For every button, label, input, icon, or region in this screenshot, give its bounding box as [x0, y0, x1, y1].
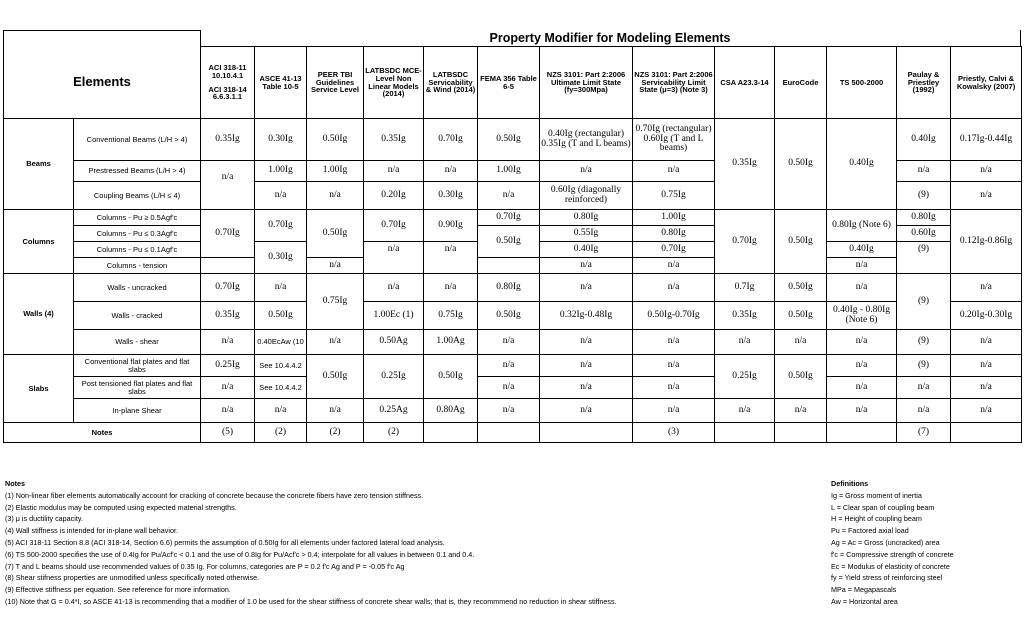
cell: 0.7Ig	[715, 274, 775, 302]
cell: n/a	[775, 330, 827, 355]
cell: n/a	[633, 330, 715, 355]
cell: See 10.4.4.2	[255, 377, 307, 399]
cell: 0.25Ag	[364, 399, 424, 423]
cell: n/a	[201, 330, 255, 355]
cell: 0.25Ig	[715, 355, 775, 399]
header-ts500: TS 500-2000	[827, 47, 897, 119]
cell: 0.50Ig	[775, 302, 827, 330]
definition-item: Ig = Gross moment of inertia	[831, 490, 922, 500]
note-item: (5) ACI 318-11 Section 8.8 (ACI 318-14, Section 6.6) permits the assumption of 0.50Ig for all elements under factored lateral load analysis.	[5, 537, 445, 547]
cell: n/a	[951, 399, 1022, 423]
cell: 0.70Ig	[633, 242, 715, 258]
cell: 0.50Ig	[775, 119, 827, 210]
cell: 0.70Ig	[255, 210, 307, 242]
title-row-cell	[201, 31, 1022, 47]
cell: n/a	[827, 330, 897, 355]
cell	[540, 423, 633, 443]
cell: 0.60Ig	[897, 226, 951, 242]
cell: 0.40Ig	[897, 119, 951, 161]
cell: n/a	[255, 399, 307, 423]
cell: n/a	[540, 330, 633, 355]
definition-item: H = Height of coupling beam	[831, 514, 922, 524]
cell: 1.00Ig	[307, 161, 364, 182]
cell: 0.75Ig	[633, 182, 715, 210]
definition-item: f'c = Compressive strength of concrete	[831, 549, 954, 559]
group-beams: Beams	[4, 119, 74, 210]
group-slabs: Slabs	[4, 355, 74, 423]
note-item: (1) Non-linear fiber elements automatically account for cracking of concrete because the concrete fibers have zero tension stiffness.	[5, 490, 424, 500]
cell: 0.30Ig	[255, 119, 307, 161]
cell: n/a	[307, 182, 364, 210]
cell: (7)	[897, 423, 951, 443]
cell: n/a	[478, 377, 540, 399]
cell: n/a	[633, 161, 715, 182]
corner-cell	[4, 31, 201, 47]
definition-item: L = Clear span of coupling beam	[831, 502, 935, 512]
cell: 0.70Ig	[424, 119, 478, 161]
cell: 0.75Ig	[424, 302, 478, 330]
cell: 1.00Ag	[424, 330, 478, 355]
cell: 0.50Ig	[775, 210, 827, 274]
cell: n/a	[715, 330, 775, 355]
definitions-section	[831, 478, 1021, 608]
row-label: Columns - Pu ≤ 0.3Agf'c	[74, 226, 201, 242]
header-nzs-uls: NZS 3101: Part 2:2006 Ultimate Limit State (fy=300Mpa)	[540, 47, 633, 119]
cell: n/a	[540, 274, 633, 302]
cell: n/a	[827, 258, 897, 274]
group-columns: Columns	[4, 210, 74, 274]
property-modifier-table	[3, 30, 1022, 443]
cell: n/a	[897, 377, 951, 399]
cell: 0.70Ig	[364, 210, 424, 242]
row-label: Post tensioned flat plates and flat slabs	[74, 377, 201, 399]
header-fema: FEMA 356 Table 6-5	[478, 47, 540, 119]
cell	[951, 423, 1022, 443]
row-label: Prestressed Beams (L/H > 4)	[74, 161, 201, 182]
cell: n/a	[633, 258, 715, 274]
cell: n/a	[951, 274, 1022, 302]
cell: 0.80Ig (Note 6)	[827, 210, 897, 242]
cell: 0.50Ig	[424, 355, 478, 399]
cell: n/a	[307, 399, 364, 423]
cell: 0.30Ig	[255, 242, 307, 274]
cell: 0.32Ig-0.48Ig	[540, 302, 633, 330]
note-item: (10) Note that G = 0.4*I, so ASCE 41-13 is recommending that a modifier of 1.0 be used for the shear stiffness of concrete shear walls; that is, they recommmend no reduction in shear stiffness.	[5, 596, 617, 606]
cell: n/a	[827, 274, 897, 302]
header-nzs-sls: NZS 3101: Part 2:2006 Servicability Limit State (μ=3) (Note 3)	[633, 47, 715, 119]
cell: (2)	[307, 423, 364, 443]
cell: n/a	[827, 377, 897, 399]
cell: n/a	[540, 355, 633, 377]
cell: 0.50Ig	[775, 274, 827, 302]
cell: 0.12Ig-0.86Ig	[951, 210, 1022, 274]
cell: n/a	[827, 399, 897, 423]
header-aci-line: ACI 318-14	[208, 84, 247, 94]
cell: 0.80Ig	[633, 226, 715, 242]
row-label: Conventional flat plates and flat slabs	[74, 355, 201, 377]
cell: n/a	[951, 161, 1022, 182]
header-csa: CSA A23.3-14	[715, 47, 775, 119]
definition-item: Aw = Horizontal area	[831, 596, 898, 606]
cell: n/a	[827, 355, 897, 377]
table-title: Property Modifier for Modeling Elements	[200, 30, 1021, 46]
cell: (5)	[201, 423, 255, 443]
cell: 0.40EcAw (10	[255, 330, 307, 355]
cell: n/a	[951, 355, 1022, 377]
header-eurocode: EuroCode	[775, 47, 827, 119]
definitions-title: Definitions	[831, 479, 869, 488]
header-latbsdc-service: LATBSDC Servicability & Wind (2014)	[424, 47, 478, 119]
cell: 0.25Ig	[364, 355, 424, 399]
cell: 0.70Ig	[201, 210, 255, 258]
cell: n/a	[424, 161, 478, 182]
cell: 0.50Ig	[478, 302, 540, 330]
note-item: (8) Shear stifness properties are unmodified unless specifically noted otherwise.	[5, 573, 260, 583]
header-priestly: Priestly, Calvi & Kowalsky (2007)	[951, 47, 1022, 119]
header-paulay: Paulay & Priestley (1992)	[897, 47, 951, 119]
cell	[478, 258, 540, 274]
header-latbsdc-mce: LATBSDC MCE-Level Non Linear Models (2014)	[364, 47, 424, 119]
header-aci	[201, 47, 255, 119]
cell: n/a	[364, 274, 424, 302]
cell: n/a	[201, 161, 255, 210]
cell: 0.70Ig	[478, 210, 540, 226]
cell	[201, 258, 255, 274]
cell	[827, 423, 897, 443]
cell: 0.80Ig	[897, 210, 951, 226]
cell: 0.50Ag	[364, 330, 424, 355]
cell: 0.50Ig	[307, 210, 364, 258]
note-item: (2) Elastic modulus may be computed using expected material strengths.	[5, 502, 237, 512]
cell: 0.90Ig	[424, 210, 478, 242]
cell: (3)	[633, 423, 715, 443]
group-walls: Walls (4)	[4, 274, 74, 355]
cell: 0.80Ig	[478, 274, 540, 302]
cell: 0.50Ig	[478, 119, 540, 161]
cell: 0.70Ig	[715, 210, 775, 274]
header-aci-line: 10.10.4.1	[211, 70, 244, 80]
cell: 0.35Ig	[364, 119, 424, 161]
cell: n/a	[478, 355, 540, 377]
row-label: Walls - cracked	[74, 302, 201, 330]
cell: n/a	[540, 258, 633, 274]
notes-title: Notes	[5, 479, 25, 488]
cell: 0.40Ig	[827, 242, 897, 258]
cell: n/a	[951, 182, 1022, 210]
cell: n/a	[478, 330, 540, 355]
cell: (2)	[364, 423, 424, 443]
notes-section	[5, 478, 805, 608]
cell: n/a	[201, 399, 255, 423]
cell	[775, 423, 827, 443]
cell	[478, 423, 540, 443]
row-label: Conventional Beams (L/H > 4)	[74, 119, 201, 161]
cell: 0.80Ig	[540, 210, 633, 226]
cell: 0.60Ig (diagonally reinforced)	[540, 182, 633, 210]
definition-item: fy = Yield stress of reinforcing steel	[831, 573, 943, 583]
cell: 0.70Ig (rectangular) 0.60Ig (T and L beams)	[633, 119, 715, 161]
cell: 0.40Ig	[827, 119, 897, 210]
cell: (9)	[897, 182, 951, 210]
cell: n/a	[897, 399, 951, 423]
cell: n/a	[951, 330, 1022, 355]
cell: (9)	[897, 330, 951, 355]
cell: 0.70Ig	[201, 274, 255, 302]
header-aci-line: 6.6.3.1.1	[212, 92, 243, 102]
cell: n/a	[424, 274, 478, 302]
cell: 0.80Ag	[424, 399, 478, 423]
cell: 0.50Ig	[775, 355, 827, 399]
row-label: Columns - Pu ≥ 0.5Agf'c	[74, 210, 201, 226]
cell: (9)	[897, 355, 951, 377]
cell: 0.35Ig	[201, 302, 255, 330]
cell: 0.40Ig - 0.80Ig (Note 6)	[827, 302, 897, 330]
cell: 0.50Ig	[307, 119, 364, 161]
cell: n/a	[307, 258, 364, 274]
cell: n/a	[897, 161, 951, 182]
cell: n/a	[255, 274, 307, 302]
row-label: In-plane Shear	[74, 399, 201, 423]
cell: n/a	[540, 161, 633, 182]
cell: n/a	[364, 161, 424, 182]
cell: n/a	[540, 377, 633, 399]
cell: n/a	[951, 377, 1022, 399]
row-label: Columns - Pu ≤ 0.1Agf'c	[74, 242, 201, 258]
cell: 0.50Ig	[255, 302, 307, 330]
cell: 0.20Ig	[364, 182, 424, 210]
cell: 0.17Ig-0.44Ig	[951, 119, 1022, 161]
cell: n/a	[478, 182, 540, 210]
row-label: Coupling Beams (L/H ≤ 4)	[74, 182, 201, 210]
notes-row-label: Notes	[4, 423, 201, 443]
cell: 0.55Ig	[540, 226, 633, 242]
cell: See 10.4.4.2	[255, 355, 307, 377]
cell: 0.40Ig (rectangular) 0.35Ig (T and L beams)	[540, 119, 633, 161]
cell: 0.50Ig	[307, 355, 364, 399]
note-item: (3) μ is ductility capacity.	[5, 514, 83, 524]
cell: n/a	[424, 242, 478, 274]
cell: 1.00Ig	[478, 161, 540, 182]
cell	[715, 423, 775, 443]
definition-item: Ag = Ac = Gross (uncracked) area	[831, 537, 940, 547]
cell: 0.25Ig	[201, 355, 255, 377]
cell: 0.50Ig	[478, 226, 540, 258]
row-label: Walls - uncracked	[74, 274, 201, 302]
row-label: Columns - tension	[74, 258, 201, 274]
cell: n/a	[633, 274, 715, 302]
cell: n/a	[540, 399, 633, 423]
cell: 0.35Ig	[201, 119, 255, 161]
cell: 0.35Ig	[715, 302, 775, 330]
definition-item: Ec = Modulus of elasticity of concrete	[831, 561, 950, 571]
note-item: (9) Effective stiffness per equation. See reference for more information.	[5, 585, 231, 595]
cell: n/a	[633, 377, 715, 399]
row-label: Walls - shear	[74, 330, 201, 355]
cell: 0.30Ig	[424, 182, 478, 210]
header-peer: PEER TBI Guidelines Service Level	[307, 47, 364, 119]
cell	[424, 423, 478, 443]
cell: 0.50Ig-0.70Ig	[633, 302, 715, 330]
cell: (9)	[897, 274, 951, 330]
cell: n/a	[364, 242, 424, 274]
header-asce: ASCE 41-13 Table 10-5	[255, 47, 307, 119]
definition-item: Pu = Factored axial load	[831, 526, 909, 536]
cell: 0.35Ig	[715, 119, 775, 210]
cell: 0.75Ig	[307, 274, 364, 330]
header-aci-line: ACI 318-11	[208, 62, 247, 72]
note-item: (4) Wall stiffness is intended for in-plane wall behavior.	[5, 526, 178, 536]
definition-item: MPa = Megapascals	[831, 585, 897, 595]
cell: n/a	[478, 399, 540, 423]
cell: 0.40Ig	[540, 242, 633, 258]
cell: 1.00Ec (1)	[364, 302, 424, 330]
cell: n/a	[715, 399, 775, 423]
cell: n/a	[307, 330, 364, 355]
cell: 1.00Ig	[255, 161, 307, 182]
elements-header: Elements	[4, 47, 201, 119]
cell: n/a	[201, 377, 255, 399]
cell: 1.00Ig	[633, 210, 715, 226]
cell: n/a	[775, 399, 827, 423]
cell: (2)	[255, 423, 307, 443]
cell: n/a	[633, 399, 715, 423]
cell: (9)	[897, 242, 951, 274]
cell: 0.20Ig-0.30Ig	[951, 302, 1022, 330]
note-item: (6) TS 500-2000 specifies the use of 0.4Ig for Pu/Acf'c < 0.1 and the use of 0.8Ig for Pu/Acf'c > 0.4; interpolate for all values in between 0.1 and 0.4.	[5, 549, 475, 559]
note-item: (7) T and L beams should use recommended values of 0.35 Ig. For columns, categories are P = 0.2 f'c Ag and P = -0.05 f'c Ag	[5, 561, 405, 571]
cell: n/a	[633, 355, 715, 377]
cell: n/a	[255, 182, 307, 210]
